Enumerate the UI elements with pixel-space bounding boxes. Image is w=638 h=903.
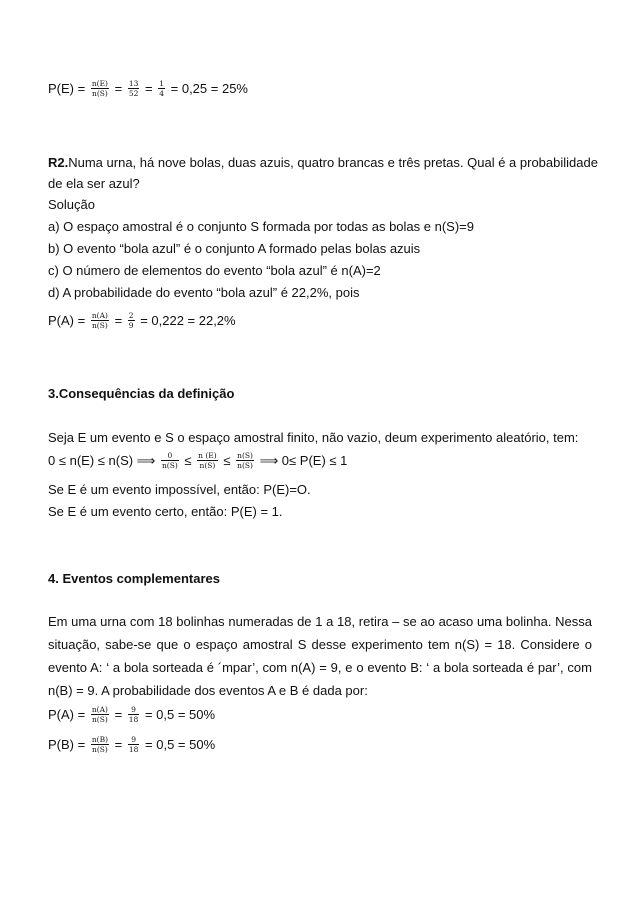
formula-pe xyxy=(48,80,248,99)
solution-item-c: c) O número de elementos do evento “bola azul” é n(A)=2 xyxy=(48,263,381,278)
r2-tag: R2. xyxy=(48,155,69,170)
formula-result: = 0,222 = 22,2% xyxy=(140,312,236,328)
solution-item-a: a) O espaço amostral é o conjunto S formada por todas as bolas e n(S)=9 xyxy=(48,219,474,234)
section-4-title: 4. Eventos complementares xyxy=(48,571,220,586)
equals-sign: = xyxy=(114,80,123,96)
certain-event-line: Se E é um evento certo, então: P(E) = 1. xyxy=(48,504,283,519)
fraction xyxy=(197,451,218,470)
formula-label: P(A) = xyxy=(48,312,89,328)
section-4-paragraph-line-1: Em uma urna com 18 bolinhas numeradas de 1 a 18, retira – se ao acaso uma bolinha. Nessa xyxy=(48,614,592,629)
r2-question-text: Numa urna, há nove bolas, duas azuis, quatro brancas e três pretas. Qual é a probabilidade xyxy=(68,155,598,170)
fraction-numerator: 0 xyxy=(161,451,179,461)
fraction-numerator: n(B) xyxy=(91,735,109,744)
fraction-numerator: 2 xyxy=(128,311,134,320)
fraction xyxy=(128,79,140,98)
fraction-denominator: n(S) xyxy=(237,461,253,470)
fraction-denominator: 9 xyxy=(128,321,134,330)
inequality-chain xyxy=(48,452,347,471)
formula-label: P(E) = xyxy=(48,80,89,96)
fraction-denominator: n(S) xyxy=(91,715,108,724)
formula-result: = 0,5 = 50% xyxy=(144,706,216,722)
fraction xyxy=(158,79,165,98)
fraction xyxy=(91,735,109,754)
fraction-numerator: 9 xyxy=(128,735,140,745)
section-3-intro: Seja E um evento e S o espaço amostral finito, não vazio, deum experimento aleatório, tem: xyxy=(48,430,579,445)
solution-item-d: d) A probabilidade do evento “bola azul” é 22,2%, pois xyxy=(48,285,360,300)
fraction-denominator: 18 xyxy=(128,715,139,724)
formula-pa-s4 xyxy=(48,706,215,725)
formula-result: = 0,25 = 25% xyxy=(170,80,248,96)
fraction-numerator: n(A) xyxy=(91,311,108,320)
fraction-denominator: n(S) xyxy=(161,461,178,470)
less-equal-sign: ≤ xyxy=(223,452,231,468)
fraction-denominator: n(S) xyxy=(199,461,216,470)
fraction-numerator: n(A) xyxy=(91,705,108,714)
fraction-numerator: n(S) xyxy=(237,451,253,460)
formula-label: P(A) = xyxy=(48,706,89,722)
fraction-numerator: 1 xyxy=(159,79,165,88)
inequality-end: ⟹ 0≤ P(E) ≤ 1 xyxy=(259,452,348,468)
fraction xyxy=(128,705,140,724)
solution-label: Solução xyxy=(48,197,95,212)
section-4-paragraph-line-4: n(B) = 9. A probabilidade dos eventos A e B é dada por: xyxy=(48,683,368,698)
equals-sign: = xyxy=(114,736,123,752)
fraction-numerator: 9 xyxy=(128,705,140,715)
formula-label: P(B) = xyxy=(48,736,89,752)
fraction-denominator: n(S) xyxy=(92,745,108,754)
fraction-numerator: n (E) xyxy=(198,451,217,460)
inequality-start: 0 ≤ n(E) ≤ n(S) ⟹ xyxy=(48,452,156,468)
fraction-numerator: 13 xyxy=(128,79,139,88)
fraction xyxy=(161,451,179,470)
equals-sign: = xyxy=(114,706,123,722)
fraction-denominator: n(S) xyxy=(92,89,108,98)
fraction-denominator: 18 xyxy=(128,745,139,754)
fraction-denominator: 4 xyxy=(159,89,165,98)
formula-pb-s4 xyxy=(48,736,215,755)
equals-sign: = xyxy=(114,312,123,328)
equals-sign: = xyxy=(145,80,153,96)
fraction-denominator: 52 xyxy=(128,89,139,98)
section-4-paragraph-line-3: evento A: ‘ a bola sorteada é ´mpar’, com n(A) = 9, e o evento B: ‘ a bola sorteada é par’, com xyxy=(48,660,592,675)
impossible-event-line: Se E é um evento impossível, então: P(E)=O. xyxy=(48,482,311,497)
fraction xyxy=(91,79,109,98)
less-equal-sign: ≤ xyxy=(184,452,192,468)
r2-question-line-1 xyxy=(48,155,598,171)
solution-item-b: b) O evento “bola azul” é o conjunto A formado pelas bolas azuis xyxy=(48,241,421,256)
fraction xyxy=(236,451,254,470)
fraction-denominator: n(S) xyxy=(91,321,108,330)
fraction-numerator: n(E) xyxy=(91,79,108,88)
fraction xyxy=(91,705,109,724)
fraction xyxy=(128,311,135,330)
section-3-title: 3.Consequências da definição xyxy=(48,386,235,401)
formula-result: = 0,5 = 50% xyxy=(145,736,216,752)
formula-pa-r2 xyxy=(48,312,236,331)
fraction xyxy=(91,311,109,330)
section-4-paragraph-line-2: situação, sabe-se que o espaço amostral S desse experimento tem n(S) = 18. Considere o xyxy=(48,637,592,652)
fraction xyxy=(128,735,140,754)
r2-question-line-2: de ela ser azul? xyxy=(48,176,140,191)
